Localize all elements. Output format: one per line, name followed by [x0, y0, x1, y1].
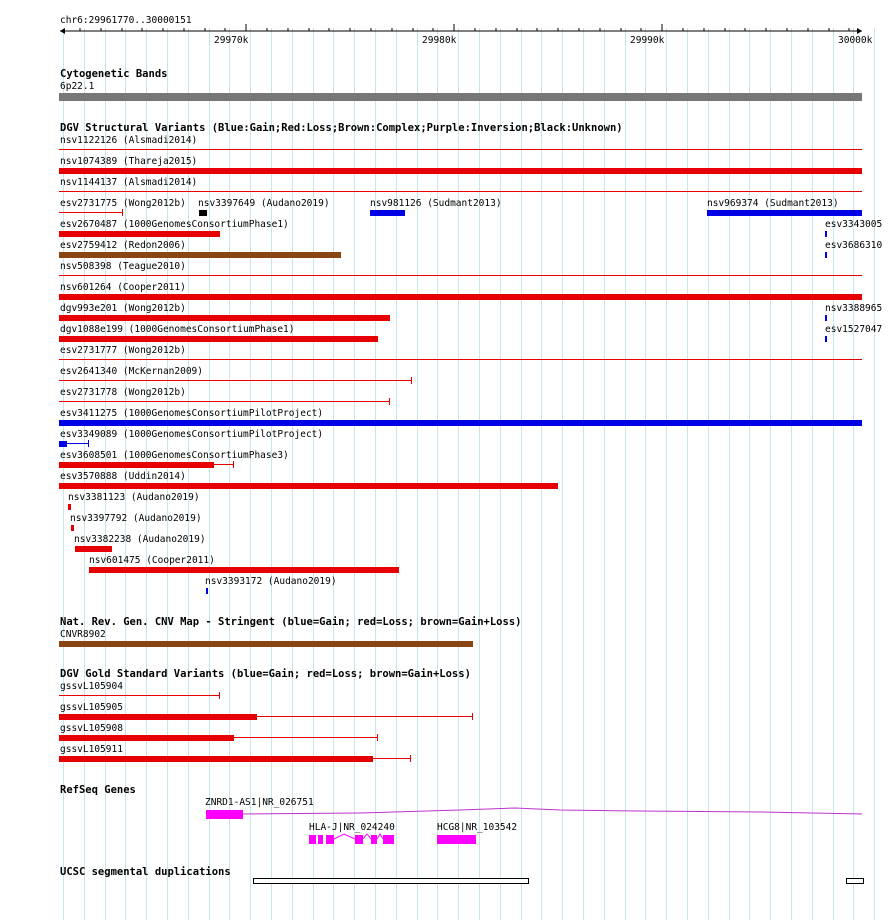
grid-line: [604, 28, 605, 920]
variant-label: dgv993e201 (Wong2012b): [60, 303, 186, 314]
grid-line: [250, 28, 251, 920]
grid-line: [354, 28, 355, 920]
grid-line: [812, 28, 813, 920]
track-title-cnvmap[interactable]: Nat. Rev. Gen. CNV Map - Stringent (blue=Gain; red=Loss; brown=Gain+Loss): [60, 616, 522, 628]
variant-label: nsv1144137 (Alsmadi2014): [60, 177, 198, 188]
variant-label: esv1527047: [825, 324, 883, 335]
variant-end-tick: [122, 209, 123, 216]
grid-line: [874, 28, 875, 920]
variant-feature[interactable]: [59, 483, 558, 489]
variant-label: esv3570888 (Uddin2014): [60, 471, 186, 482]
gene-label: HLA-J|NR_024240: [309, 822, 395, 833]
grid-line: [271, 28, 272, 920]
variant-label: esv2731775 (Wong2012b): [60, 198, 186, 209]
variant-feature[interactable]: [59, 149, 862, 150]
variant-feature[interactable]: [206, 588, 208, 594]
variant-label: esv2641340 (McKernan2009): [60, 366, 203, 377]
grid-line: [833, 28, 834, 920]
variant-feature[interactable]: [59, 275, 862, 276]
variant-label: esv3349089 (1000GenomesConsortiumPilotProject): [60, 429, 324, 440]
variant-feature[interactable]: [59, 191, 862, 192]
grid-line: [666, 28, 667, 920]
variant-label: nsv601475 (Cooper2011): [89, 555, 215, 566]
gold-variant-label: gssvL105908: [60, 723, 123, 734]
variant-feature[interactable]: [59, 420, 862, 426]
variant-label: esv3686310: [825, 240, 883, 251]
ruler-location: chr6:29961770..30000151: [60, 15, 192, 26]
variant-feature[interactable]: [707, 210, 862, 216]
variant-feature[interactable]: [59, 294, 862, 300]
variant-label: esv2731778 (Wong2012b): [60, 387, 186, 398]
variant-label: nsv969374 (Sudmant2013): [707, 198, 839, 209]
variant-label: nsv3388965: [825, 303, 883, 314]
variant-feature[interactable]: [67, 443, 89, 444]
grid-line: [541, 28, 542, 920]
variant-feature[interactable]: [59, 168, 862, 174]
ruler-label: 29970k: [214, 35, 249, 46]
cytoband-label: 6p22.1: [60, 81, 95, 92]
track-title-segdup[interactable]: UCSC segmental duplications: [60, 866, 231, 878]
grid-line: [708, 28, 709, 920]
grid-line: [687, 28, 688, 920]
variant-feature[interactable]: [89, 567, 399, 573]
variant-feature[interactable]: [59, 401, 390, 402]
variant-feature[interactable]: [199, 210, 207, 216]
variant-end-tick: [377, 734, 378, 741]
grid-line: [749, 28, 750, 920]
variant-label: nsv508398 (Teague2010): [60, 261, 186, 272]
gold-variant-feature[interactable]: [59, 735, 234, 741]
variant-feature[interactable]: [825, 315, 827, 321]
variant-end-tick: [233, 461, 234, 468]
grid-line: [521, 28, 522, 920]
ruler-label: 29980k: [422, 35, 457, 46]
variant-label: nsv601264 (Cooper2011): [60, 282, 186, 293]
variant-label: esv3608501 (1000GenomesConsortiumPhase3): [60, 450, 289, 461]
ruler-label: 29990k: [630, 35, 665, 46]
grid-line: [853, 28, 854, 920]
grid-line: [562, 28, 563, 920]
variant-label: dgv1088e199 (1000GenomesConsortiumPhase1): [60, 324, 295, 335]
gold-variant-feature[interactable]: [373, 758, 411, 759]
ruler-label: 30000k: [838, 35, 873, 46]
variant-label: esv3411275 (1000GenomesConsortiumPilotProject): [60, 408, 324, 419]
gold-variant-feature[interactable]: [59, 756, 373, 762]
variant-label: nsv3397649 (Audano2019): [198, 198, 330, 209]
variant-feature[interactable]: [59, 336, 378, 342]
variant-feature[interactable]: [59, 252, 341, 258]
variant-label: nsv1122126 (Alsmadi2014): [60, 135, 198, 146]
variant-feature[interactable]: [59, 359, 862, 360]
gold-variant-label: gssvL105904: [60, 681, 123, 692]
variant-feature[interactable]: [59, 212, 123, 213]
variant-end-tick: [389, 398, 390, 405]
gold-variant-feature[interactable]: [234, 737, 378, 738]
grid-line: [458, 28, 459, 920]
variant-label: esv2670487 (1000GenomesConsortiumPhase1): [60, 219, 289, 230]
gold-variant-feature[interactable]: [59, 714, 257, 720]
grid-line: [479, 28, 480, 920]
variant-label: nsv981126 (Sudmant2013): [370, 198, 502, 209]
segdup-feature[interactable]: [253, 878, 529, 884]
grid-line: [417, 28, 418, 920]
track-title-dgv[interactable]: DGV Structural Variants (Blue:Gain;Red:Loss;Brown:Complex;Purple:Inversion;Black:Unknown): [60, 122, 623, 134]
gold-variant-feature[interactable]: [59, 695, 220, 696]
gold-variant-label: gssvL105905: [60, 702, 123, 713]
gene-label: HCG8|NR_103542: [437, 822, 518, 833]
variant-feature[interactable]: [68, 504, 71, 510]
cnv-label: CNVR8902: [60, 629, 106, 640]
grid-line: [437, 28, 438, 920]
grid-line: [229, 28, 230, 920]
grid-line: [292, 28, 293, 920]
grid-line: [770, 28, 771, 920]
track-title-cytoband[interactable]: Cytogenetic Bands: [60, 68, 168, 80]
grid-line: [500, 28, 501, 920]
variant-label: nsv3381123 (Audano2019): [68, 492, 200, 503]
variant-end-tick: [219, 692, 220, 699]
grid-line: [625, 28, 626, 920]
variant-end-tick: [410, 755, 411, 762]
grid-line: [645, 28, 646, 920]
variant-feature[interactable]: [59, 380, 411, 381]
variant-label: nsv3393172 (Audano2019): [205, 576, 337, 587]
variant-feature[interactable]: [370, 210, 405, 216]
variant-feature[interactable]: [59, 441, 67, 447]
variant-end-tick: [88, 440, 89, 447]
variant-end-tick: [472, 713, 473, 720]
variant-feature[interactable]: [71, 525, 74, 531]
variant-end-tick: [411, 377, 412, 384]
variant-feature[interactable]: [825, 231, 827, 237]
variant-feature[interactable]: [59, 315, 390, 321]
grid-line: [396, 28, 397, 920]
track-title-refseq[interactable]: RefSeq Genes: [60, 784, 136, 796]
cnv-feature[interactable]: [59, 641, 473, 647]
variant-feature[interactable]: [59, 231, 220, 237]
grid-line: [583, 28, 584, 920]
variant-label: esv2759412 (Redon2006): [60, 240, 186, 251]
cytoband-bar[interactable]: [59, 93, 862, 101]
grid-line: [333, 28, 334, 920]
variant-label: esv3343005: [825, 219, 883, 230]
gold-variant-label: gssvL105911: [60, 744, 123, 755]
grid-line: [375, 28, 376, 920]
track-title-gold[interactable]: DGV Gold Standard Variants (blue=Gain; red=Loss; brown=Gain+Loss): [60, 668, 471, 680]
variant-feature[interactable]: [75, 546, 112, 552]
grid-line: [313, 28, 314, 920]
variant-feature[interactable]: [214, 464, 234, 465]
grid-line: [729, 28, 730, 920]
segdup-feature[interactable]: [846, 878, 864, 884]
variant-label: nsv3397792 (Audano2019): [70, 513, 202, 524]
variant-feature[interactable]: [59, 462, 214, 468]
variant-feature[interactable]: [825, 336, 827, 342]
variant-feature[interactable]: [825, 252, 827, 258]
grid-line: [209, 28, 210, 920]
variant-label: esv2731777 (Wong2012b): [60, 345, 186, 356]
variant-label: nsv1074389 (Thareja2015): [60, 156, 198, 167]
variant-label: nsv3382238 (Audano2019): [74, 534, 206, 545]
gene-label: ZNRD1-AS1|NR_026751: [205, 797, 314, 808]
grid-line: [791, 28, 792, 920]
gold-variant-feature[interactable]: [257, 716, 473, 717]
